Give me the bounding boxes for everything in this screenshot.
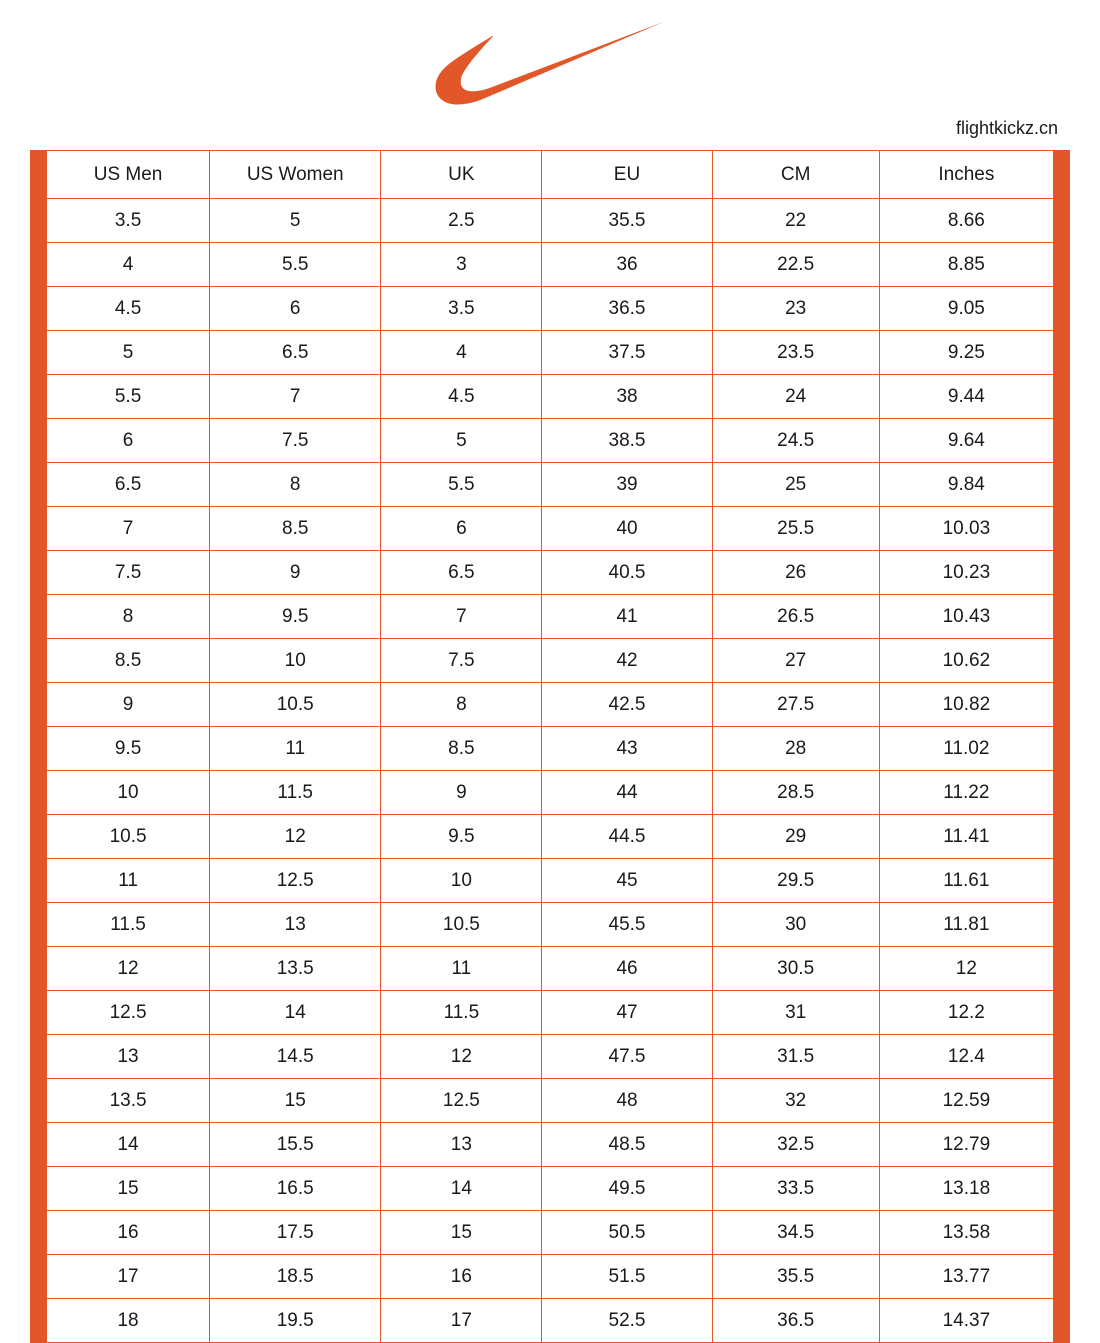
cell-us-women: 16.5 [210, 1167, 381, 1211]
table-row [47, 1211, 1054, 1255]
table-row [47, 551, 1054, 595]
table-row [47, 1167, 1054, 1211]
cell-us-men: 3.5 [47, 199, 210, 243]
size-chart-table [46, 150, 1054, 1343]
table-row [47, 331, 1054, 375]
cell-uk: 4.5 [381, 375, 542, 419]
cell-us-men: 15 [47, 1167, 210, 1211]
cell-us-women: 11.5 [210, 771, 381, 815]
cell-us-men: 13 [47, 1035, 210, 1079]
cell-us-women: 9 [210, 551, 381, 595]
cell-uk: 7 [381, 595, 542, 639]
cell-inches: 11.61 [879, 859, 1053, 903]
cell-uk: 5 [381, 419, 542, 463]
cell-inches: 13.58 [879, 1211, 1053, 1255]
cell-us-women: 8.5 [210, 507, 381, 551]
cell-eu: 36.5 [542, 287, 712, 331]
cell-us-women: 14.5 [210, 1035, 381, 1079]
cell-cm: 30.5 [712, 947, 879, 991]
cell-eu: 46 [542, 947, 712, 991]
cell-inches: 13.77 [879, 1255, 1053, 1299]
cell-us-women: 7.5 [210, 419, 381, 463]
cell-inches: 8.66 [879, 199, 1053, 243]
cell-uk: 6 [381, 507, 542, 551]
cell-inches: 11.22 [879, 771, 1053, 815]
cell-us-women: 19.5 [210, 1299, 381, 1343]
cell-uk: 13 [381, 1123, 542, 1167]
cell-cm: 28 [712, 727, 879, 771]
cell-us-women: 6 [210, 287, 381, 331]
cell-inches: 13.18 [879, 1167, 1053, 1211]
cell-uk: 5.5 [381, 463, 542, 507]
cell-us-women: 15 [210, 1079, 381, 1123]
cell-uk: 10.5 [381, 903, 542, 947]
cell-us-women: 12.5 [210, 859, 381, 903]
cell-inches: 9.84 [879, 463, 1053, 507]
table-row [47, 859, 1054, 903]
table-row [47, 947, 1054, 991]
column-header-eu: EU [542, 151, 712, 199]
logo-container [0, 0, 1100, 118]
table-row [47, 991, 1054, 1035]
cell-eu: 38.5 [542, 419, 712, 463]
table-row [47, 815, 1054, 859]
cell-inches: 8.85 [879, 243, 1053, 287]
cell-cm: 32 [712, 1079, 879, 1123]
cell-us-men: 11 [47, 859, 210, 903]
cell-eu: 47.5 [542, 1035, 712, 1079]
cell-us-women: 18.5 [210, 1255, 381, 1299]
cell-uk: 9.5 [381, 815, 542, 859]
cell-us-women: 11 [210, 727, 381, 771]
cell-uk: 11 [381, 947, 542, 991]
cell-inches: 9.64 [879, 419, 1053, 463]
column-header-us-women: US Women [210, 151, 381, 199]
table-row [47, 507, 1054, 551]
table-header-row [47, 151, 1054, 199]
size-chart-table-container [30, 150, 1070, 1343]
cell-us-women: 7 [210, 375, 381, 419]
cell-eu: 50.5 [542, 1211, 712, 1255]
cell-uk: 3.5 [381, 287, 542, 331]
cell-eu: 47 [542, 991, 712, 1035]
cell-inches: 9.05 [879, 287, 1053, 331]
cell-eu: 43 [542, 727, 712, 771]
table-row [47, 1299, 1054, 1343]
table-row [47, 1035, 1054, 1079]
cell-us-men: 10 [47, 771, 210, 815]
cell-us-men: 12.5 [47, 991, 210, 1035]
table-row [47, 287, 1054, 331]
table-row [47, 375, 1054, 419]
cell-us-women: 8 [210, 463, 381, 507]
cell-us-women: 5.5 [210, 243, 381, 287]
cell-us-men: 9 [47, 683, 210, 727]
cell-eu: 52.5 [542, 1299, 712, 1343]
cell-inches: 10.03 [879, 507, 1053, 551]
table-row [47, 727, 1054, 771]
cell-eu: 48 [542, 1079, 712, 1123]
table-row [47, 903, 1054, 947]
cell-us-women: 13.5 [210, 947, 381, 991]
site-watermark: flightkickz.cn [955, 118, 1058, 138]
cell-eu: 49.5 [542, 1167, 712, 1211]
cell-us-women: 17.5 [210, 1211, 381, 1255]
cell-cm: 25 [712, 463, 879, 507]
cell-us-men: 8 [47, 595, 210, 639]
cell-eu: 38 [542, 375, 712, 419]
cell-us-women: 14 [210, 991, 381, 1035]
cell-uk: 2.5 [381, 199, 542, 243]
cell-cm: 27.5 [712, 683, 879, 727]
cell-uk: 3 [381, 243, 542, 287]
cell-cm: 29 [712, 815, 879, 859]
nike-swoosh-logo-icon [435, 21, 665, 105]
cell-us-men: 14 [47, 1123, 210, 1167]
cell-cm: 36.5 [712, 1299, 879, 1343]
cell-cm: 23.5 [712, 331, 879, 375]
cell-cm: 24 [712, 375, 879, 419]
table-row [47, 243, 1054, 287]
cell-us-men: 8.5 [47, 639, 210, 683]
cell-uk: 8 [381, 683, 542, 727]
cell-cm: 33.5 [712, 1167, 879, 1211]
cell-uk: 7.5 [381, 639, 542, 683]
cell-cm: 35.5 [712, 1255, 879, 1299]
cell-inches: 12.59 [879, 1079, 1053, 1123]
cell-us-men: 11.5 [47, 903, 210, 947]
cell-uk: 6.5 [381, 551, 542, 595]
cell-uk: 14 [381, 1167, 542, 1211]
cell-us-men: 6 [47, 419, 210, 463]
cell-inches: 12.79 [879, 1123, 1053, 1167]
table-row [47, 771, 1054, 815]
cell-uk: 16 [381, 1255, 542, 1299]
cell-us-men: 12 [47, 947, 210, 991]
column-header-inches: Inches [879, 151, 1053, 199]
cell-eu: 51.5 [542, 1255, 712, 1299]
cell-cm: 32.5 [712, 1123, 879, 1167]
cell-cm: 26.5 [712, 595, 879, 639]
cell-eu: 39 [542, 463, 712, 507]
cell-eu: 40 [542, 507, 712, 551]
table-row [47, 683, 1054, 727]
cell-inches: 12.2 [879, 991, 1053, 1035]
cell-cm: 22 [712, 199, 879, 243]
cell-us-men: 17 [47, 1255, 210, 1299]
column-header-us-men: US Men [47, 151, 210, 199]
table-row [47, 595, 1054, 639]
cell-us-women: 10 [210, 639, 381, 683]
cell-uk: 8.5 [381, 727, 542, 771]
cell-uk: 9 [381, 771, 542, 815]
cell-eu: 35.5 [542, 199, 712, 243]
cell-us-women: 15.5 [210, 1123, 381, 1167]
cell-eu: 40.5 [542, 551, 712, 595]
cell-us-women: 9.5 [210, 595, 381, 639]
cell-inches: 11.41 [879, 815, 1053, 859]
cell-eu: 45.5 [542, 903, 712, 947]
cell-us-men: 4.5 [47, 287, 210, 331]
cell-us-men: 18 [47, 1299, 210, 1343]
cell-inches: 9.25 [879, 331, 1053, 375]
cell-eu: 36 [542, 243, 712, 287]
cell-uk: 15 [381, 1211, 542, 1255]
cell-cm: 27 [712, 639, 879, 683]
table-row [47, 1079, 1054, 1123]
cell-cm: 26 [712, 551, 879, 595]
cell-inches: 12 [879, 947, 1053, 991]
cell-us-men: 5 [47, 331, 210, 375]
cell-inches: 10.82 [879, 683, 1053, 727]
cell-uk: 4 [381, 331, 542, 375]
cell-uk: 10 [381, 859, 542, 903]
cell-cm: 34.5 [712, 1211, 879, 1255]
cell-inches: 14.37 [879, 1299, 1053, 1343]
cell-cm: 25.5 [712, 507, 879, 551]
cell-cm: 31 [712, 991, 879, 1035]
cell-eu: 44 [542, 771, 712, 815]
cell-cm: 23 [712, 287, 879, 331]
cell-cm: 31.5 [712, 1035, 879, 1079]
cell-cm: 29.5 [712, 859, 879, 903]
cell-us-women: 13 [210, 903, 381, 947]
cell-uk: 12 [381, 1035, 542, 1079]
cell-us-men: 10.5 [47, 815, 210, 859]
cell-us-men: 4 [47, 243, 210, 287]
cell-us-women: 6.5 [210, 331, 381, 375]
cell-us-men: 7 [47, 507, 210, 551]
cell-uk: 11.5 [381, 991, 542, 1035]
cell-inches: 10.23 [879, 551, 1053, 595]
table-row [47, 463, 1054, 507]
cell-us-women: 10.5 [210, 683, 381, 727]
cell-us-men: 16 [47, 1211, 210, 1255]
column-header-uk: UK [381, 151, 542, 199]
cell-us-women: 12 [210, 815, 381, 859]
cell-cm: 24.5 [712, 419, 879, 463]
cell-us-men: 13.5 [47, 1079, 210, 1123]
cell-us-men: 7.5 [47, 551, 210, 595]
column-header-cm: CM [712, 151, 879, 199]
table-row [47, 1255, 1054, 1299]
cell-cm: 22.5 [712, 243, 879, 287]
cell-eu: 42 [542, 639, 712, 683]
table-row [47, 639, 1054, 683]
cell-inches: 11.02 [879, 727, 1053, 771]
table-row [47, 419, 1054, 463]
cell-eu: 44.5 [542, 815, 712, 859]
cell-inches: 9.44 [879, 375, 1053, 419]
cell-us-men: 5.5 [47, 375, 210, 419]
cell-inches: 11.81 [879, 903, 1053, 947]
cell-uk: 12.5 [381, 1079, 542, 1123]
cell-us-men: 9.5 [47, 727, 210, 771]
cell-cm: 28.5 [712, 771, 879, 815]
cell-us-women: 5 [210, 199, 381, 243]
table-row [47, 199, 1054, 243]
cell-eu: 41 [542, 595, 712, 639]
cell-eu: 37.5 [542, 331, 712, 375]
cell-inches: 10.62 [879, 639, 1053, 683]
cell-us-men: 6.5 [47, 463, 210, 507]
cell-uk: 17 [381, 1299, 542, 1343]
cell-cm: 30 [712, 903, 879, 947]
cell-eu: 45 [542, 859, 712, 903]
cell-eu: 48.5 [542, 1123, 712, 1167]
cell-inches: 12.4 [879, 1035, 1053, 1079]
cell-inches: 10.43 [879, 595, 1053, 639]
table-row [47, 1123, 1054, 1167]
cell-eu: 42.5 [542, 683, 712, 727]
